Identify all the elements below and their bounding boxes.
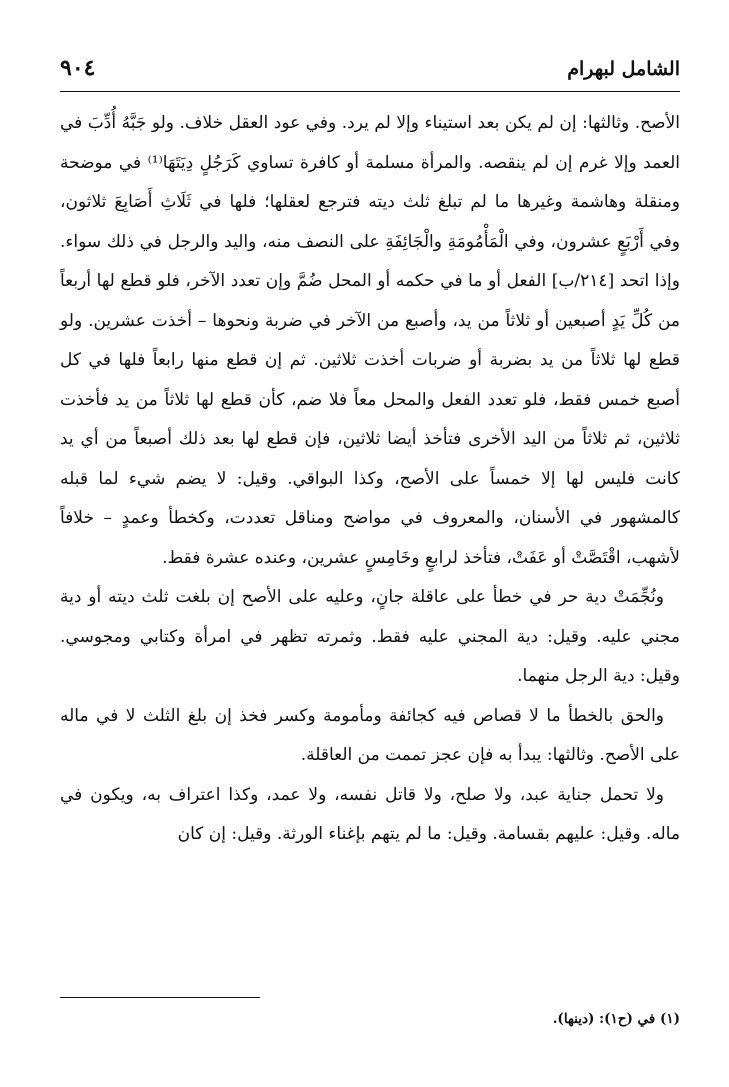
main-text — [60, 104, 680, 855]
paragraph-not-borne: ولا تحمل جناية عبد، ولا صلح، ولا قاتل نفسه، ولا عمد، وكذا اعتراف به، ويكون في ماله. وقيل: عليهم بقسامة. وقيل: ما لم يتهم بإغناء الورثة. وقيل: إن كان — [60, 784, 680, 844]
page — [60, 55, 680, 855]
header-title: الشامل لبهرام — [567, 58, 680, 80]
running-header — [60, 55, 680, 92]
paragraph-women-blood-money: الأصح. وثالثها: إن لم يكن بعد استيناء وإلا لم يرد. وفي عود العقل خلاف. ولو جَبَّهُ أُدِّبَ في العمد وإلا غرم إن لم ينقصه. والمرأة مسلمة أو كافرة تساوي كَرَجُلٍ دِيَتَهَا⁽¹⁾ في موضحة ومنقلة وهاشمة وغيرها ما لم تبلغ ثلث ديته فترجع لعقلها؛ فلها في ثَلَاثِ أَصَابِعَ ثلاثون، وفي أَرْبَعٍ عشرون، وفي الْمَأْمُومَةِ والْجَائِفَةِ على النصف منه، واليد والرجل في ذلك سواء. وإذا اتحد [٢١٤/ب] الفعل أو ما في حكمه أو المحل ضُمَّ وإن تعدد الآخر، فلو قطع لها أربعاً من كُلِّ يَدٍ أصبعين أو ثلاثاً من يد، وأصبع من الآخر في ضربة ونحوها – أخذت عشرين. ولو قطع لها ثلاثاً من يد بضربة أو ضربات أخذت ثلاثين. ثم إن قطع منها رابعاً فلها في كل أصبع خمس فقط، فلو تعدد الفعل والمحل معاً فلا ضم، كأن قطع لها ثلاثاً من يد فأخذت ثلاثين، ثم ثلاثاً من اليد الأخرى فتأخذ أيضا ثلاثين، فإن قطع لها بعد ذلك أصبعاً من أي يد كانت فليس لها إلا خمساً على الأصح، وكذا البواقي. وقيل: لا يضم شيء لما قبله كالمشهور في الأسنان، والمعروف في مواضح ومناقل تعددت، وكخطأ وعمدٍ – خلافاً لأشهب، اقْتَصَّتْ أو عَفَتْ، فتأخذ لرابعٍ وخَامِسٍ عشرين، وعنده عشرة فقط. — [60, 113, 680, 568]
paragraph-attached-to-error: والحق بالخطأ ما لا قصاص فيه كجائفة ومأمومة وكسر فخذ إن بلغ الثلث لا في ماله على الأصح. وثالثها: يبدأ به فإن عجز تممت من العاقلة. — [60, 705, 680, 765]
paragraph-installments: ونُجِّمَتْ دية حر في خطأ على عاقلة جانٍ، وعليه على الأصح إن بلغت ثلث ديته أو دية مجني عليه. وقيل: دية المجني عليه فقط. وثمرته تظهر في امرأة وكتابي ومجوسي. وقيل: دية الرجل منهما. — [60, 587, 680, 686]
footnote-separator — [60, 997, 260, 998]
page-number: ٩٠٤ — [60, 55, 96, 81]
footnote: (١) في (ح١): (دينها). — [552, 1011, 680, 1027]
